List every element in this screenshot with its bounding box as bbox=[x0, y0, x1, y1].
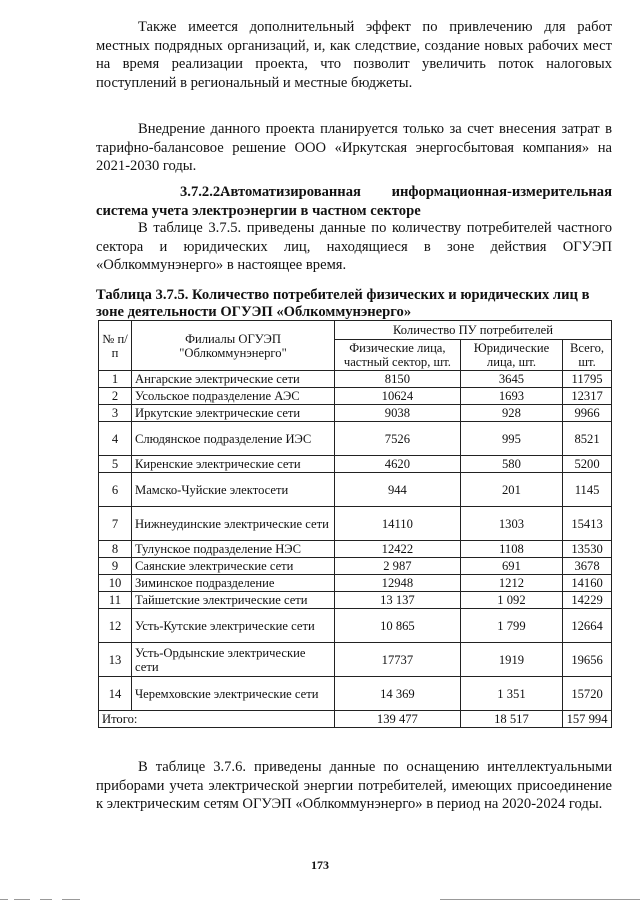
row-total: 14160 bbox=[563, 575, 612, 592]
row-total: 19656 bbox=[563, 643, 612, 677]
header-physical: Физические лица, частный сектор, шт. bbox=[335, 340, 461, 371]
row-total: 12317 bbox=[563, 388, 612, 405]
row-physical: 12422 bbox=[335, 541, 461, 558]
total-legal: 18 517 bbox=[460, 711, 562, 728]
row-branch-name: Усть-Ордынские электрические сети bbox=[132, 643, 335, 677]
row-physical: 10 865 bbox=[335, 609, 461, 643]
table-row bbox=[99, 558, 612, 575]
row-number: 5 bbox=[99, 456, 132, 473]
consumers-table bbox=[98, 320, 612, 728]
row-number: 9 bbox=[99, 558, 132, 575]
header-number: № п/п bbox=[99, 321, 132, 371]
row-legal: 1212 bbox=[460, 575, 562, 592]
section-number: 3.7.2.2. bbox=[180, 184, 224, 200]
table-row bbox=[99, 388, 612, 405]
row-number: 7 bbox=[99, 507, 132, 541]
row-number: 1 bbox=[99, 371, 132, 388]
table-caption: Таблица 3.7.5. Количество потребителей физических и юридических лиц в зоне деятельности ОГУЭП «Облкоммунэнерго» bbox=[96, 287, 590, 320]
header-legal: Юридические лица, шт. bbox=[460, 340, 562, 371]
row-total: 15413 bbox=[563, 507, 612, 541]
row-number: 2 bbox=[99, 388, 132, 405]
scan-artifact bbox=[440, 899, 640, 900]
row-total: 12664 bbox=[563, 609, 612, 643]
total-all: 157 994 bbox=[563, 711, 612, 728]
row-number: 8 bbox=[99, 541, 132, 558]
row-branch-name: Усольское подразделение АЭС bbox=[132, 388, 335, 405]
row-physical: 17737 bbox=[335, 643, 461, 677]
paragraph-next-table: В таблице 3.7.6. приведены данные по оснащению интеллектуальными приборами учета электрической энергии потребителей, имеющих присоединение к электрическим сетям ОГУЭП «Облкоммунэнерго» в период на 2020-2024 годы. bbox=[96, 759, 612, 813]
row-legal: 3645 bbox=[460, 371, 562, 388]
row-physical: 2 987 bbox=[335, 558, 461, 575]
row-branch-name: Слюдянское подразделение ИЭС bbox=[132, 422, 335, 456]
table-row bbox=[99, 371, 612, 388]
row-branch-name: Мамско-Чуйские электосети bbox=[132, 473, 335, 507]
row-branch-name: Киренские электрические сети bbox=[132, 456, 335, 473]
row-total: 5200 bbox=[563, 456, 612, 473]
table-row bbox=[99, 677, 612, 711]
row-number: 10 bbox=[99, 575, 132, 592]
total-label: Итого: bbox=[99, 711, 335, 728]
row-total: 1145 bbox=[563, 473, 612, 507]
section-title: Автоматизированная информационная-измерительная система учета электроэнергии в частном секторе bbox=[96, 184, 612, 219]
scan-artifact bbox=[14, 899, 30, 900]
row-legal: 1108 bbox=[460, 541, 562, 558]
row-total: 14229 bbox=[563, 592, 612, 609]
row-branch-name: Зиминское подразделение bbox=[132, 575, 335, 592]
row-number: 14 bbox=[99, 677, 132, 711]
row-legal: 1 351 bbox=[460, 677, 562, 711]
scan-artifact bbox=[40, 899, 52, 900]
table-row bbox=[99, 643, 612, 677]
scan-artifact bbox=[62, 899, 80, 900]
row-physical: 8150 bbox=[335, 371, 461, 388]
row-number: 11 bbox=[99, 592, 132, 609]
row-branch-name: Иркутские электрические сети bbox=[132, 405, 335, 422]
row-total: 13530 bbox=[563, 541, 612, 558]
row-physical: 13 137 bbox=[335, 592, 461, 609]
table-row bbox=[99, 575, 612, 592]
row-physical: 14110 bbox=[335, 507, 461, 541]
total-physical: 139 477 bbox=[335, 711, 461, 728]
row-branch-name: Тайшетские электрические сети bbox=[132, 592, 335, 609]
row-legal: 1693 bbox=[460, 388, 562, 405]
paragraph-additional-effect: Также имеется дополнительный эффект по привлечению для работ местных подрядных организаций, и, как следствие, создание новых рабочих мест на время реализации проекта, что позволит увеличить поток налоговых поступлений в региональный и местные бюджеты. bbox=[96, 19, 612, 91]
scan-artifact bbox=[0, 899, 8, 900]
paragraph-table-intro: В таблице 3.7.5. приведены данные по количеству потребителей частного сектора и юридических лиц, находящиеся в зоне действия ОГУЭП «Облкоммунэнерго» в настоящее время. bbox=[96, 220, 612, 274]
table-row bbox=[99, 473, 612, 507]
table-row bbox=[99, 592, 612, 609]
section-heading bbox=[96, 183, 612, 220]
table-row bbox=[99, 405, 612, 422]
row-branch-name: Ангарские электрические сети bbox=[132, 371, 335, 388]
table-row bbox=[99, 456, 612, 473]
row-legal: 995 bbox=[460, 422, 562, 456]
row-branch-name: Тулунское подразделение НЭС bbox=[132, 541, 335, 558]
total-row bbox=[99, 711, 612, 728]
row-branch-name: Усть-Кутские электрические сети bbox=[132, 609, 335, 643]
row-physical: 7526 bbox=[335, 422, 461, 456]
row-physical: 14 369 bbox=[335, 677, 461, 711]
row-total: 3678 bbox=[563, 558, 612, 575]
row-branch-name: Черемховские электрические сети bbox=[132, 677, 335, 711]
row-number: 6 bbox=[99, 473, 132, 507]
row-legal: 691 bbox=[460, 558, 562, 575]
header-total: Всего, шт. bbox=[563, 340, 612, 371]
row-number: 4 bbox=[99, 422, 132, 456]
row-total: 8521 bbox=[563, 422, 612, 456]
row-number: 13 bbox=[99, 643, 132, 677]
row-branch-name: Саянские электрические сети bbox=[132, 558, 335, 575]
row-total: 11795 bbox=[563, 371, 612, 388]
table-body bbox=[99, 371, 612, 711]
page-number: 173 bbox=[311, 858, 329, 872]
row-physical: 10624 bbox=[335, 388, 461, 405]
row-number: 12 bbox=[99, 609, 132, 643]
row-legal: 1 799 bbox=[460, 609, 562, 643]
row-branch-name: Нижнеудинские электрические сети bbox=[132, 507, 335, 541]
row-legal: 580 bbox=[460, 456, 562, 473]
header-branch: Филиалы ОГУЭП "Облкоммунэнерго" bbox=[132, 321, 335, 371]
table-row bbox=[99, 422, 612, 456]
row-physical: 9038 bbox=[335, 405, 461, 422]
row-legal: 1303 bbox=[460, 507, 562, 541]
row-physical: 4620 bbox=[335, 456, 461, 473]
table-row bbox=[99, 609, 612, 643]
row-number: 3 bbox=[99, 405, 132, 422]
row-legal: 1 092 bbox=[460, 592, 562, 609]
paragraph-implementation: Внедрение данного проекта планируется только за счет внесения затрат в тарифно-балансовое решение ООО «Иркутская энергосбытовая компания» на 2021-2030 годы. bbox=[96, 121, 612, 175]
row-physical: 944 bbox=[335, 473, 461, 507]
row-legal: 1919 bbox=[460, 643, 562, 677]
row-total: 9966 bbox=[563, 405, 612, 422]
row-legal: 201 bbox=[460, 473, 562, 507]
row-total: 15720 bbox=[563, 677, 612, 711]
row-physical: 12948 bbox=[335, 575, 461, 592]
header-group: Количество ПУ потребителей bbox=[335, 321, 612, 340]
table-row bbox=[99, 541, 612, 558]
table-row bbox=[99, 507, 612, 541]
row-legal: 928 bbox=[460, 405, 562, 422]
